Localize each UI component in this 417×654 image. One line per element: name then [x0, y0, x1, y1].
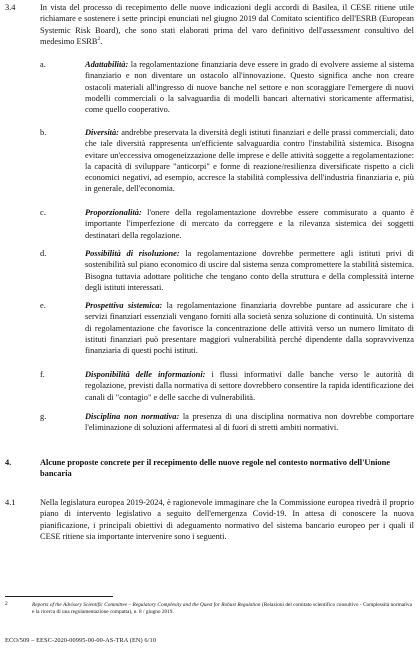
item-letter-g: g.	[40, 412, 47, 421]
item-f-text: i flussi informativi dalle banche verso le autorità di regolazione, previsti dalla normativa di settore dovrebbero consentire la rapida identificazione dei canali di "contagio" e delle sacche di vulnerabilità.	[85, 370, 414, 402]
item-e	[85, 300, 414, 356]
item-f	[85, 369, 414, 403]
item-e-title: Prospettiva sistemica:	[85, 301, 163, 310]
section-3-4-text-post: consultivo del medesimo ESRB	[40, 25, 414, 46]
section-3-4-text: In vista del processo di recepimento delle nuove indicazioni degli accordi di Basilea, il CESE ritiene utile richiamare e sostenere i sette principi enunciati nel giugno 2019 dal Comitato scientifico dell'ESRB (European Systemic Risk Board), che sono stati elaborati prima del varo definitivo dell'	[40, 3, 414, 35]
item-e-text: la regolamentazione finanziaria dovrebbe puntare ad assicurare che i servizi finanziari essenziali vengano forniti alla società senza soluzione di continuità. Un sistema di regolamentazione che favorisce la concentrazione delle attività verso un numero limitato di istituti finanziari può presentare maggiori vulnerabilità perché dipendente dalla sopravvivenza finanziaria di questi pochi istituti.	[85, 301, 414, 356]
footnote-text	[32, 602, 412, 616]
section-number: 3.4	[5, 3, 16, 12]
footnote-ref[interactable]: 2	[97, 36, 101, 43]
item-letter-c: c.	[40, 208, 46, 217]
item-a	[85, 59, 414, 115]
item-letter-f: f.	[40, 370, 45, 379]
footnote-number: 2	[5, 601, 8, 607]
footnote-body: (Relazioni del comitato scientifico consultivo - Complessità normativa e la ricerca di una regolamentazione compatta), n. 8 / giugno 2019.	[32, 602, 412, 615]
section-4-1-number: 4.1	[5, 498, 16, 507]
item-d-text: la regolamentazione dovrebbe permettere agli istituti privi di sostenibilità sul piano economico di uscire dal sistema senza compromettere la stabilità sistemica. Bisogna tuttavia adottare politiche che tengano conto della struttura e della complessità interne degli istituti interessati.	[85, 249, 414, 292]
item-d-title: Possibilità di risoluzione:	[85, 249, 180, 258]
item-g-text: la presenza di una disciplina normativa non dovrebbe comportare l'eliminazione di soluzioni affermatesi al di fuori di stretti ambiti normativi.	[85, 412, 414, 433]
item-c-text: l'onere della regolamentazione dovrebbe essere commisurato a quanto è importante l'imperfezione di mercato da correggere e la rilevanza sistemica dei soggetti destinatari della regolazione.	[85, 208, 414, 240]
item-letter-b: b.	[40, 128, 47, 137]
item-b	[85, 127, 414, 195]
item-b-text: andrebbe preservata la diversità degli istituti finanziari e delle prassi commerciali, dato che tale diversità rappresenta un'efficiente salvaguardia contro l'instabilità sistemica. Bisogna evitare un'eccessiva omogeneizzazione delle imprese e delle attività soggette a regolamentazione: la capacità di sviluppare "anticorpi" e forme di reazione/resilienza diversificate rispetto a cicli economici negativi, ad esempio, accresce la stabilità complessiva dell'industria finanziaria e, più in generale, dell'economia.	[85, 128, 414, 194]
section-3-4-end: .	[100, 36, 103, 46]
item-d	[85, 248, 414, 293]
page-footer: ECO/509 – EESC-2020-00995-00-00-AS-TRA (EN) 6/10	[5, 637, 157, 644]
section-4-1-paragraph: Nella legislatura europea 2019-2024, è ragionevole immaginare che la Commissione europea rivedrà il proprio piano di intervento legislativo a seguito dell'emergenza Covid-19. In attesa di conoscere la nuova pianificazione, i principali obiettivi di adeguamento normativo del sistema bancario europeo per i quali il CESE ritiene sia importante intervenire sono i seguenti.	[40, 498, 414, 541]
item-a-title: Adattabilità:	[85, 60, 129, 69]
item-letter-e: e.	[40, 301, 46, 310]
section-4-heading: Alcune proposte concrete per il recepimento delle nuove regole nel contesto normativo dell'Unione bancaria	[40, 458, 390, 479]
item-c	[85, 207, 414, 241]
item-c-title: Proporzionalità:	[85, 208, 142, 217]
item-a-text: la regolamentazione finanziaria deve essere in grado di evolvere assieme al sistema finanziario e non diventare un ostacolo all'innovazione. Questo significa anche non creare ostacoli materiali all'ingresso di nuove banche nel settore e non scoraggiare l'emergere di nuovi modelli commerciali o la salvaguardia di modelli bancari alternativi storicamente affermatisi, come quello cooperativo.	[85, 60, 414, 115]
section-4-number: 4.	[5, 458, 12, 467]
item-b-title: Diversità:	[85, 128, 119, 137]
item-g-title: Disciplina non normativa:	[85, 412, 180, 421]
item-letter-d: d.	[40, 249, 47, 258]
footnote-divider	[5, 596, 113, 597]
item-f-title: Disponibilità delle informazioni:	[85, 370, 206, 379]
footnote-title: Reports of the Advisory Scientific Committee – Regulatory Complexity and the Quest for Robust Regulation	[32, 602, 261, 608]
section-3-4-italic: assessment	[322, 25, 360, 35]
section-3-4-paragraph	[40, 2, 414, 47]
item-g	[85, 411, 414, 434]
item-letter-a: a.	[40, 60, 46, 69]
